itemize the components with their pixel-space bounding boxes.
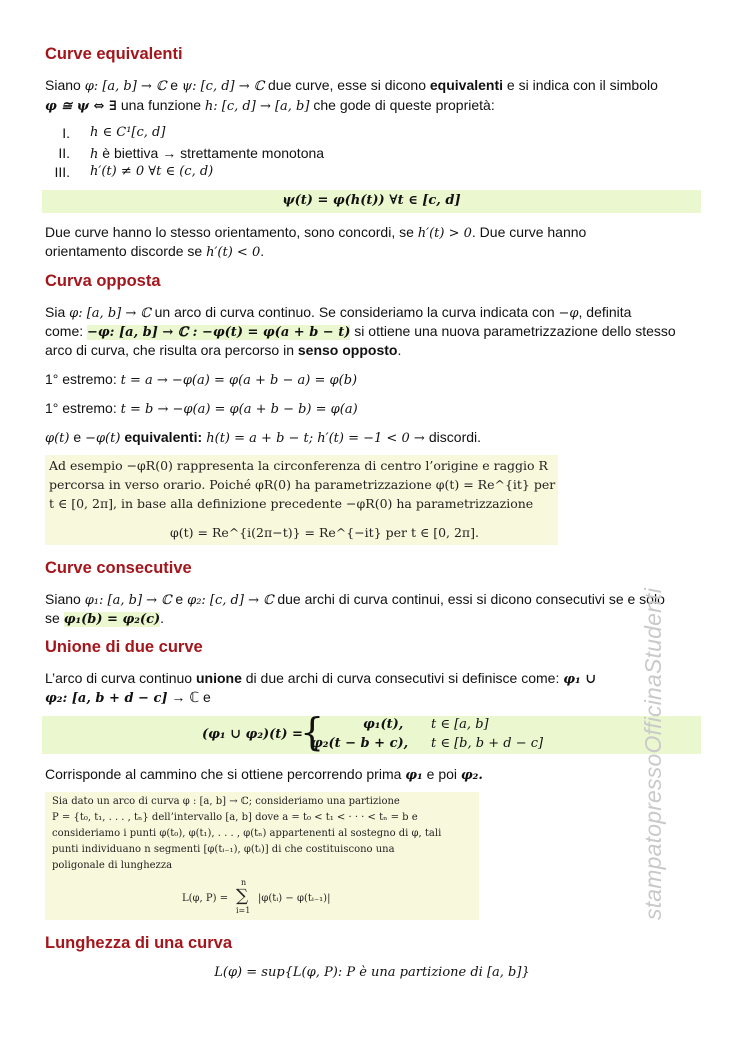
list-item: h′(t) ≠ 0 ∀t ∈ (c, d) <box>90 164 214 179</box>
math: −φ <box>558 306 579 321</box>
math: φ: [a, b] → ℂ <box>84 79 167 94</box>
math: φ₂: [a, b + d − c] <box>45 691 168 706</box>
math: t = a → −φ(a) = φ(a + b − a) = φ(b) <box>120 373 358 388</box>
sum-lower: i=1 <box>236 906 251 915</box>
math-highlight: −φ: [a, b] → ℂ : −φ(t) = φ(a + b − t) <box>87 325 351 340</box>
list-item <box>90 145 324 162</box>
paragraph <box>45 428 481 448</box>
text: L’arco di curva continuo <box>45 670 196 686</box>
section-title-curve-equivalenti: Curve equivalenti <box>45 45 183 63</box>
text: 1° estremo: <box>45 371 121 387</box>
text: . <box>160 610 165 626</box>
paragraph <box>45 303 631 323</box>
text: e <box>171 591 188 607</box>
watermark: stampatopressoOfficinaStudenti <box>640 587 666 920</box>
math: φ₂: [c, d] → ℂ <box>187 593 274 608</box>
math: φ₁: [a, b] → ℂ <box>84 593 172 608</box>
bold-term: unione <box>195 670 242 686</box>
text: Siano <box>45 77 85 93</box>
math: φ ≅ ψ ⇔ ∃ <box>45 99 117 114</box>
brace: { <box>300 710 325 754</box>
box-line: t ∈ [0, 2π], in base alla definizione precedente −φR(0) ha parametrizzazione <box>49 496 534 511</box>
paragraph <box>45 609 164 629</box>
section-title-curve-consecutive: Curve consecutive <box>45 559 192 577</box>
text: e poi <box>422 766 461 782</box>
case-value: φ₁(t), <box>363 717 404 732</box>
formula-band <box>42 190 701 213</box>
math: φ₁ ∪ <box>563 672 597 687</box>
box-line: poligonale di lunghezza <box>52 860 173 871</box>
paragraph <box>45 590 665 610</box>
list-item: h ∈ C¹[c, d] <box>90 125 166 140</box>
paragraph <box>45 96 495 116</box>
text: Due curve hanno lo stesso orientamento, sono concordi, se <box>45 224 418 240</box>
paragraph <box>45 76 658 96</box>
paragraph <box>45 370 357 390</box>
math: t = b → −φ(a) = φ(a + b − b) = φ(a) <box>120 402 358 417</box>
formula: ψ(t) = φ(h(t)) ∀t ∈ [c, d] <box>282 193 461 208</box>
text: che gode di queste proprietà: <box>309 97 495 113</box>
example-box <box>45 455 558 545</box>
paragraph <box>45 322 676 342</box>
math: φ(t) <box>45 431 70 446</box>
box-line: percorsa in verso orario. Poiché φR(0) ha parametrizzazione φ(t) = Re^{it} per <box>49 477 556 492</box>
text: e <box>69 429 86 445</box>
list-number: I. <box>62 125 70 141</box>
bold-term: senso opposto <box>297 342 398 358</box>
piecewise-lhs: (φ₁ ∪ φ₂)(t) = <box>202 727 303 742</box>
math: h(t) = a + b − t; h′(t) = −1 < 0 → <box>202 431 429 446</box>
text: . <box>260 243 265 259</box>
length-formula: L(φ) = sup{L(φ, P): P è una partizione di [a, b]} <box>214 965 530 980</box>
box-line: P = {t₀, t₁, . . . , tₙ} dell’intervallo [a, b] dove a = t₀ < t₁ < · · · < tₙ = b e <box>52 812 418 823</box>
text: , definita <box>578 304 632 320</box>
paragraph <box>45 669 596 689</box>
box-line: Sia dato un arco di curva φ : [a, b] → ℂ; consideriamo una partizione <box>52 796 400 807</box>
text: . <box>397 342 402 358</box>
text: e si indica con il simbolo <box>503 77 658 93</box>
math: φ₂. <box>460 768 483 783</box>
box-formula: φ(t) = Re^{i(2π−t)} = Re^{−it} per t ∈ [0, 2π]. <box>170 525 479 540</box>
text: una funzione <box>116 97 205 113</box>
box-line: consideriamo i punti φ(t₀), φ(t₁), . . . , φ(tₙ) appartenenti al sostegno di φ, tali <box>52 828 442 839</box>
text: se <box>45 610 64 626</box>
case-condition: t ∈ [b, b + d − c] <box>431 736 544 751</box>
text: di due archi di curva consecutivi si definisce come: <box>241 670 564 686</box>
paragraph <box>45 223 586 243</box>
sum-symbol: ∑ <box>236 886 249 906</box>
math: ψ: [c, d] → ℂ <box>181 79 265 94</box>
piecewise-band <box>42 710 701 754</box>
case-value: φ₂(t − b + c), <box>311 736 409 751</box>
text: come: <box>45 323 88 339</box>
math: h′(t) > 0 <box>417 226 472 241</box>
text: 1° estremo: <box>45 400 121 416</box>
section-title-lunghezza: Lunghezza di una curva <box>45 934 233 952</box>
case-condition: t ∈ [a, b] <box>431 717 489 732</box>
math: φ: [a, b] → ℂ <box>69 306 151 321</box>
section-title-curva-opposta: Curva opposta <box>45 272 161 290</box>
math: φ₁ <box>405 768 423 783</box>
text: discordi. <box>428 429 482 445</box>
paragraph <box>45 688 211 708</box>
bold-term: equivalenti: <box>120 429 203 445</box>
list-number: III. <box>54 164 70 180</box>
text: Corrisponde al cammino che si ottiene percorrendo prima <box>45 766 406 782</box>
math: −φ(t) <box>85 431 121 446</box>
math-highlight: φ₁(b) = φ₂(c) <box>63 612 161 627</box>
text: un arco di curva continuo. Se consideriamo la curva indicata con <box>150 304 559 320</box>
text: . Due curve hanno <box>471 224 587 240</box>
example-box <box>45 792 479 920</box>
box-formula: |φ(tᵢ) − φ(tᵢ₋₁)| <box>258 893 331 904</box>
text: → ℂ e <box>167 689 211 705</box>
text: e <box>166 77 182 93</box>
sum-upper: n <box>241 878 247 887</box>
text: orientamento discorde se <box>45 243 207 259</box>
math: h <box>90 147 99 162</box>
section-title-unione: Unione di due curve <box>45 638 203 656</box>
text: si ottiene una nuova parametrizzazione dello stesso <box>350 323 676 339</box>
text: due archi di curva continui, essi si dicono consecutivi se e solo <box>273 591 665 607</box>
text: Siano <box>45 591 85 607</box>
text: è biettiva → strettamente monotona <box>98 145 325 161</box>
text: Sia <box>45 304 70 320</box>
paragraph <box>45 765 483 785</box>
box-line: punti individuano n segmenti [φ(tᵢ₋₁), φ(tᵢ)] di che costituiscono una <box>52 844 395 855</box>
box-formula: L(φ, P) = <box>182 893 229 904</box>
text: arco di curva, che risulta ora percorso in <box>45 342 298 358</box>
bold-term: equivalenti <box>429 77 504 93</box>
paragraph <box>45 242 264 262</box>
list-number: II. <box>58 145 70 161</box>
box-line: Ad esempio −φR(0) rappresenta la circonferenza di centro l’origine e raggio R <box>49 458 548 473</box>
paragraph <box>45 399 358 419</box>
math: h′(t) < 0 <box>206 245 261 260</box>
text: due curve, esse si dicono <box>264 77 430 93</box>
math: h: [c, d] → [a, b] <box>204 99 310 114</box>
paragraph <box>45 341 401 360</box>
